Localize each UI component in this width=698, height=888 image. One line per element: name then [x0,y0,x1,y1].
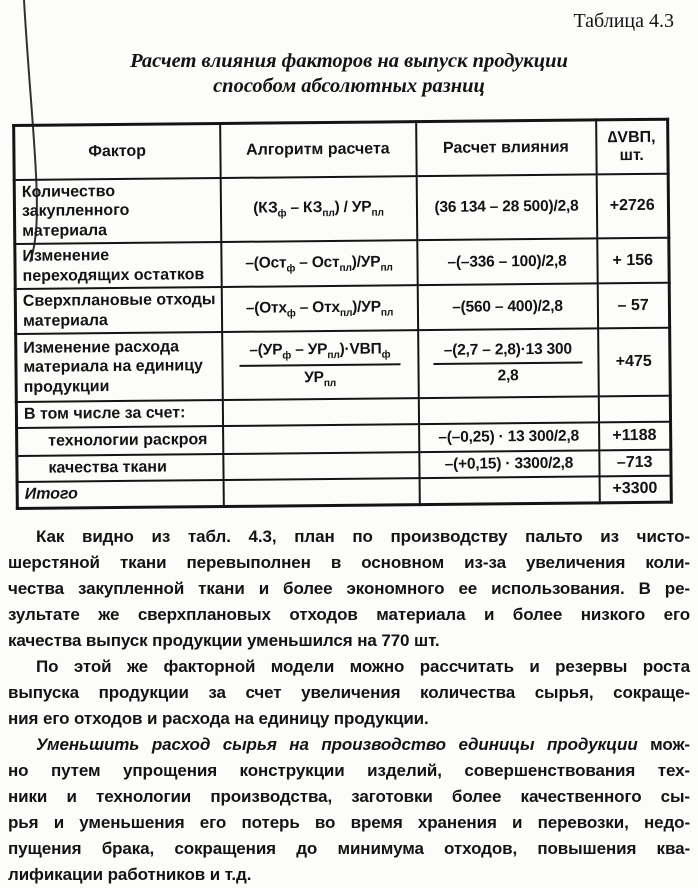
text-line: ния его отходов и расхода на единицу продукции. [8,708,429,728]
factor-cell: Итого [17,480,223,508]
table-row [14,173,669,244]
table-row [17,476,671,508]
result-cell: + 156 [597,238,669,284]
table-title [0,49,698,99]
text-line: пущения брака, сокращения до минимума отходов, повышения ква- [8,838,690,858]
text-line: выпуска продукции за счет увеличения количества сырья, сокраще- [8,682,690,702]
text-line: зультате же сверхплановых отходов материала и более низкого его [8,604,690,624]
paragraph [8,654,690,732]
paragraph [8,732,690,888]
factor-cell: Количество закупленного материала [14,178,221,245]
factor-cell: качества ткани [17,454,223,482]
table-row [15,283,669,334]
factor-cell: Изменение переходящих остатков [15,242,221,289]
body-text [8,524,690,888]
result-cell: – 57 [597,283,669,329]
result-cell: –713 [599,450,671,477]
paragraph [8,524,690,654]
text-line: Как видно из табл. 4.3, план по производству пальто из чисто- [36,526,690,546]
column-header: Расчет влияния [416,120,597,176]
influence-cell: –(560 – 400)/2,8 [417,283,597,330]
factors-table [12,118,673,510]
factor-cell: Сверхплановые отходы материала [15,287,221,334]
fraction-numerator: $-(УР_ф - УР_{пл})\cdot VВП_ф$ [239,339,400,367]
algorithm-cell: $-(Отх_ф - Отх_{пл})/УР_{пл}$ [221,285,417,332]
algorithm-cell [223,478,419,506]
table-row [16,328,671,402]
result-cell: +475 [598,328,671,397]
column-header: Алгоритм расчета [220,122,417,178]
text-line: чества закупленной ткани и более экономного ее использования. В ре- [8,578,690,598]
result-cell: +3300 [599,476,671,503]
factor-cell: Изменение расхода материала на единицу продукции [16,332,223,402]
algorithm-cell [222,330,419,400]
text-line: рья и уменьшения его потерь во время хранения и перевозки, недо- [8,812,690,832]
table-body [14,173,671,508]
table-row [15,238,669,289]
factor-cell: технологии раскроя [17,426,223,456]
influence-cell: (36 134 – 28 500)/2,8 [416,174,597,240]
factors-table-wrap [12,118,672,510]
influence-cell: –(+0,15) · 3300/2,8 [419,451,599,479]
result-cell: +1188 [599,422,671,451]
text-line: но путем упрощения конструкции изделий, совершенствования тех- [8,760,690,780]
fraction [434,340,582,388]
table-title-line-1: Расчет влияния факторов на выпуск продукции [130,50,568,72]
text-line: качества выпуск продукции уменьшился на 770 шт. [8,630,440,650]
column-header: Фактор [14,124,221,180]
fraction-denominator: $УР_{пл}$ [304,369,337,390]
influence-cell [418,397,598,425]
result-cell [598,396,670,423]
text-line: По этой же факторной модели можно рассчитать и резервы роста [36,656,690,676]
fraction [239,339,400,391]
table-title-line-2: способом абсолютных разниц [213,75,485,97]
column-header: ∆VВП, шт. [596,119,669,174]
table-number-label: Таблица 4.3 [573,10,674,32]
header-row [14,119,668,179]
fraction-numerator: –(2,7 – 2,8)·13 300 [434,340,582,366]
fraction-denominator: 2,8 [497,367,519,385]
influence-cell [419,477,599,505]
text-line: лификации работников и т.д. [8,864,252,884]
influence-cell [418,329,599,399]
result-cell: +2726 [596,173,669,238]
influence-cell: –(–336 – 100)/2,8 [417,238,597,285]
algorithm-cell: $(КЗ_ф - КЗ_{пл}) / УР_{пл}$ [220,176,417,242]
algorithm-cell [223,424,419,454]
factor-cell: В том числе за счет: [16,400,222,428]
text-line: ники и технологии производства, заготовки более качественного сы- [8,786,690,806]
text-line: Уменьшить расход сырья на производство единицы продукции мож- [36,734,690,754]
algorithm-cell: $-(Ост_ф - Ост_{пл})/УР_{пл}$ [221,240,417,287]
influence-cell: –(–0,25) · 13 300/2,8 [419,423,599,453]
algorithm-cell [222,398,418,426]
algorithm-cell [223,452,419,480]
text-line: шерстяной ткани перевыполнен в основном из-за увеличения коли- [8,552,690,572]
